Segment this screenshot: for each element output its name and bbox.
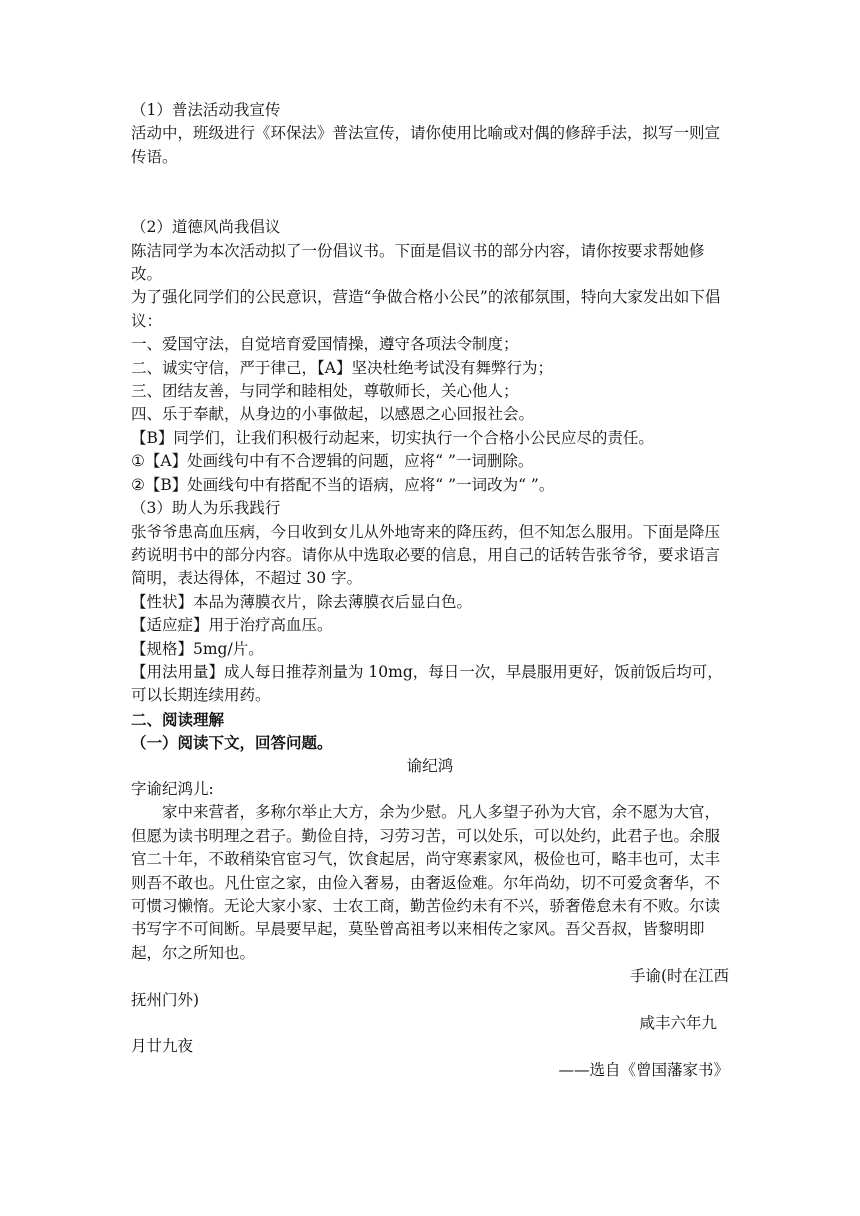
leaflet-line: 【性状】本品为薄膜衣片，除去薄膜衣后显白色。 [131, 592, 473, 611]
letter-salutation: 字谕纪鸿儿: [131, 779, 214, 798]
section2-intro: 陈洁同学为本次活动拟了一份倡议书。下面是倡议书的部分内容，请你按要求帮她修改。 [131, 241, 705, 284]
document-page [131, 99, 729, 1082]
section1-heading: （1）普法活动我宣传 [131, 101, 281, 119]
letter-signature-cont: 抚州门外) [131, 990, 200, 1009]
letter-source: ——选自《曾国藩家书》 [558, 1060, 729, 1079]
section1-body: 活动中，班级进行《环保法》普法宣传，请你使用比喻或对偶的修辞手法，拟写一则宣传语。 [131, 124, 721, 166]
section2-heading: （2）道德风尚我倡议 [131, 218, 281, 237]
proposal-item: 二、诚实守信，严于律己，【A】坚决杜绝考试没有舞弊行为； [131, 358, 553, 377]
letter-date: 咸丰六年九 [639, 1014, 717, 1033]
letter-signature: 手谕(时在江西 [629, 967, 729, 986]
proposal-paragraph: 为了强化同学们的公民意识，营造“争做合格小公民”的浓郁氛围，特向大家发出如下倡议： [131, 288, 721, 330]
section3-body: 张爷爷患高血压病，今日收到女儿从外地寄来的降压药，但不知怎么服用。下面是降压药说明书中的部分内容。请你从中选取必要的信息，用自己的话转告张爷爷，要求语言简明，表达得体，不超过 30 字。 [131, 522, 721, 588]
leaflet-line: 【用法用量】成人每日推荐剂量为 10mg，每日一次，早晨服用更好，饭前饭后均可，可以长期连续用药。 [131, 662, 723, 705]
part2-heading: 二、阅读理解 [131, 709, 225, 729]
proposal-item: 【B】同学们，让我们积极行动起来，切实执行一个合格小公民应尽的责任。 [131, 428, 654, 447]
letter-date-cont: 月廿九夜 [131, 1037, 194, 1056]
leaflet-line: 【规格】5mg/片。 [131, 639, 264, 658]
proposal-item: 三、团结友善，与同学和睦相处，尊敬师长，关心他人； [131, 382, 519, 401]
proposal-item: 四、乐于奉献，从身边的小事做起，以感恩之心回报社会。 [131, 405, 535, 424]
question-b: ②【B】处画线句中有搭配不当的语病，应将“ ”一词改为“ ”。 [131, 475, 555, 494]
letter-title: 谕纪鸿 [406, 756, 454, 775]
proposal-item: 一、爱国守法，自觉培育爱国情操，遵守各项法令制度； [131, 335, 519, 354]
letter-body: 家中来营者，多称尔举止大方，余为少慰。凡人多望子孙为大官，余不愿为大官，但愿为读书明理之君子。勤俭自持，习劳习苦，可以处乐，可以处约，此君子也。余服官二十年，不敢稍染官宦习气，饮食起居，尚守寒素家风，极俭也可，略丰也可，太丰则吾不敢也。凡仕宦之家，由俭入奢易，由奢返俭难。尔年尚幼，切不可爱贪奢华，不可惯习懒惰。无论大家小家、士农工商，勤苦俭约未有不兴，骄奢倦怠未有不败。尔读书写字不可间断。早晨要早起，莫坠曾高祖考以来相传之家风。吾父吾叔，皆黎明即起，尔之所知也。 [131, 803, 721, 962]
question-a: ①【A】处画线句中有不合逻辑的问题，应将“ ”一词删除。 [131, 452, 534, 471]
part2-subheading: （一）阅读下文，回答问题。 [131, 733, 333, 753]
section3-heading: （3）助人为乐我践行 [131, 499, 281, 518]
leaflet-line: 【适应症】用于治疗高血压。 [131, 616, 333, 635]
blank-space [131, 169, 729, 216]
